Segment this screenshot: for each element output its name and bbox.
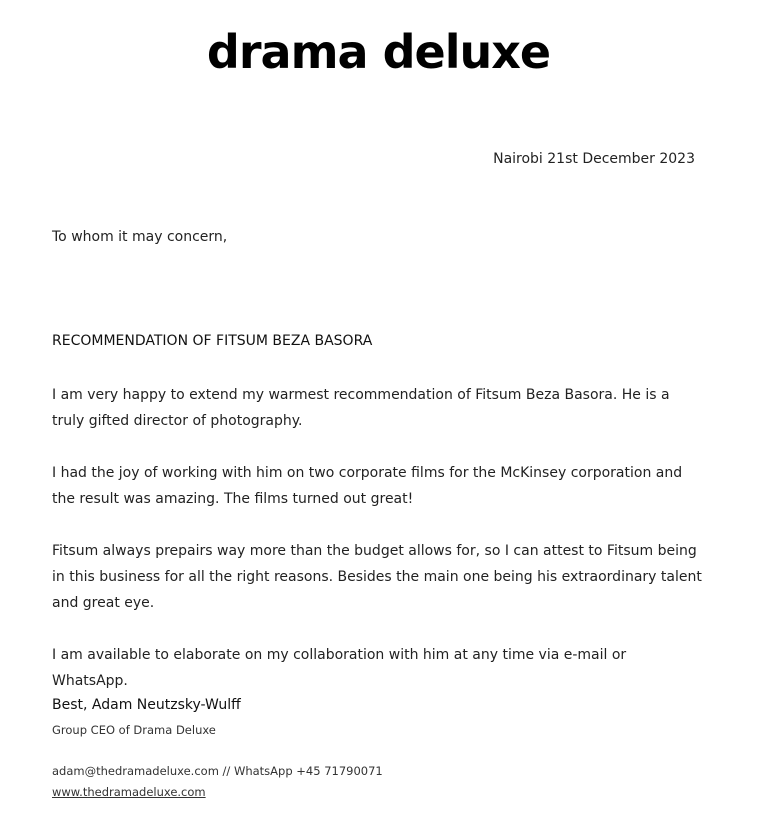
signoff: Best, Adam Neutzsky-Wulff (52, 697, 241, 713)
body-paragraph: I had the joy of working with him on two corporate films for the McKinsey corporation and the result was amazing. The films turned out great! (52, 465, 683, 507)
website-link[interactable]: www.thedramadeluxe.com (52, 785, 206, 799)
body-paragraph: Fitsum always prepairs way more than the budget allows for, so I can attest to Fitsum being in this business for all the right reasons. Besides the main one being his extraordinary talent and great eye. (52, 543, 702, 611)
contact-line: adam@thedramadeluxe.com // WhatsApp +45 71790071 (52, 764, 383, 778)
body-paragraph: I am very happy to extend my warmest recommendation of Fitsum Beza Basora. He is a truly gifted director of photography. (52, 387, 670, 429)
signer-title: Group CEO of Drama Deluxe (52, 723, 216, 737)
company-logo: drama deluxe (206, 25, 551, 79)
letter-subject: RECOMMENDATION OF FITSUM BEZA BASORA (52, 333, 373, 349)
letter-date: Nairobi 21st December 2023 (493, 151, 695, 167)
body-paragraph: I am available to elaborate on my collaboration with him at any time via e-mail or WhatsApp. (52, 647, 627, 689)
letter-greeting: To whom it may concern, (52, 229, 228, 245)
